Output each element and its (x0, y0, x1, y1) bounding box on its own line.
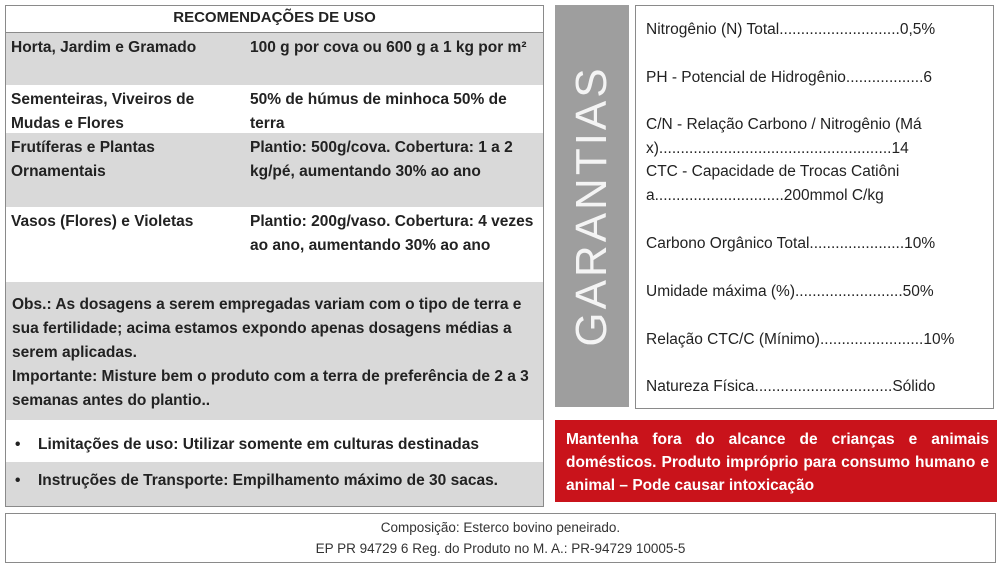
dosage-cell: Plantio: 500g/cova. Cobertura: 1 a 2 kg/pé, aumentando 30% ao ano (250, 139, 513, 180)
guarantee-ctc-c-ratio: Relação CTC/C (Mínimo)........................10% (646, 331, 955, 348)
crop-cell: Horta, Jardim e Gramado (11, 39, 197, 56)
registration-text: EP PR 94729 6 Reg. do Produto no M. A.: PR-94729 10005-5 (315, 541, 686, 556)
recommendation-row (6, 85, 543, 133)
dosage-cell: 50% de húmus de minhoca 50% de terra (250, 91, 507, 132)
transport-item (6, 462, 543, 506)
guarantees-band (555, 5, 629, 407)
bullet-icon: • (15, 436, 21, 453)
recommendation-row (6, 133, 543, 207)
recommendation-row (6, 33, 543, 85)
guarantee-moisture: Umidade máxima (%).........................50% (646, 283, 934, 300)
usage-limit-item (6, 426, 543, 460)
dosage-cell: 100 g por cova ou 600 g a 1 kg por m² (250, 39, 527, 56)
recommendations-panel (5, 5, 544, 507)
crop-cell: Sementeiras, Viveiros de Mudas e Flores (11, 91, 195, 132)
observation-box (6, 282, 543, 420)
safety-warning (555, 420, 997, 502)
obs-text: Obs.: As dosagens a serem empregadas variam com o tipo de terra e sua fertilidade; acima estamos expondo apenas dosagens médias a serem aplicadas. (12, 296, 522, 361)
bullet-icon: • (15, 472, 21, 489)
guarantee-organic-carbon: Carbono Orgânico Total......................10% (646, 235, 936, 252)
guarantees-heading: GARANTIAS (567, 65, 616, 347)
warning-text: Mantenha fora do alcance de crianças e animais domésticos. Produto impróprio para consumo humano e animal – Pode causar intoxicação (566, 431, 989, 494)
guarantee-ctc: CTC - Capacidade de Trocas Catiônia..............................200mmol C/kg (646, 163, 900, 204)
composition-text: Composição: Esterco bovino peneirado. (380, 520, 621, 535)
crop-cell: Vasos (Flores) e Violetas (11, 213, 194, 230)
important-text: Importante: Misture bem o produto com a terra de preferência de 2 a 3 semanas antes do plantio.. (12, 368, 529, 409)
guarantee-physical-nature: Natureza Física................................Sólido (646, 378, 936, 395)
transport-text: Instruções de Transporte: Empilhamento máximo de 30 sacas. (38, 472, 498, 489)
usage-limit-text: Limitações de uso: Utilizar somente em culturas destinadas (38, 436, 480, 453)
recommendation-row (6, 207, 543, 279)
guarantee-cn-ratio: C/N - Relação Carbono / Nitrogênio (Máx)......................................................14 (646, 116, 922, 157)
guarantee-nitrogen: Nitrogênio (N) Total............................0,5% (646, 21, 936, 38)
crop-cell: Frutíferas e Plantas Ornamentais (11, 139, 155, 180)
guarantees-list (635, 5, 994, 409)
composition-footer (5, 513, 996, 563)
dosage-cell: Plantio: 200g/vaso. Cobertura: 4 vezes ao ano, aumentando 30% ao ano (250, 213, 534, 254)
recommendations-title: RECOMENDAÇÕES DE USO (6, 6, 543, 33)
guarantee-ph: PH - Potencial de Hidrogênio..................6 (646, 69, 933, 86)
